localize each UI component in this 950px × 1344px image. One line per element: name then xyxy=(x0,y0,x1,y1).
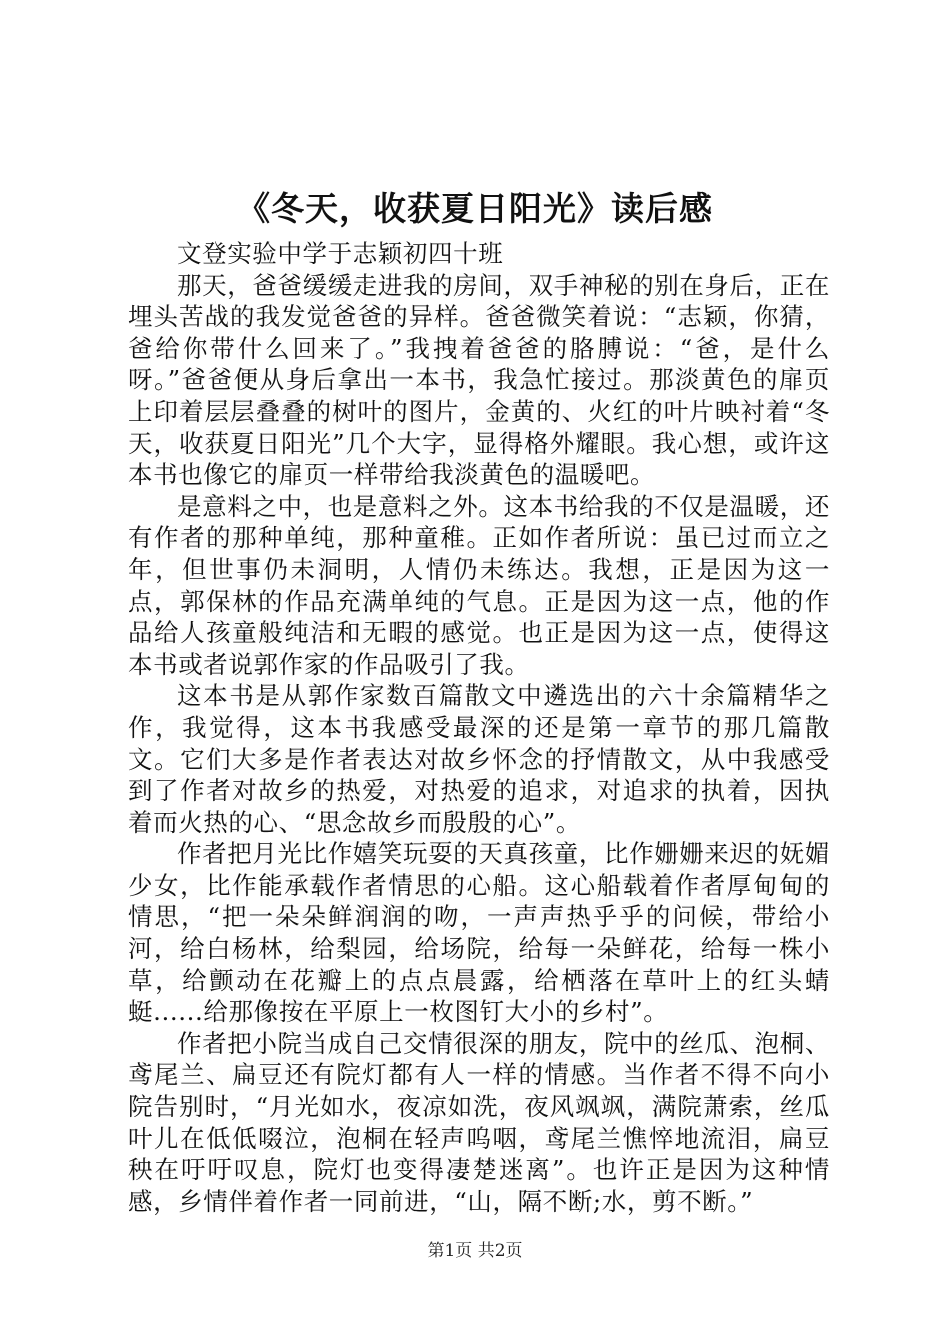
paragraph-3: 这本书是从郭作家数百篇散文中遴选出的六十余篇精华之作，我觉得，这本书我感受最深的还是第一章节的那几篇散文。它们大多是作者表达对故乡怀念的抒情散文，从中我感受到了作者对故乡的热爱，对热爱的追求，对追求的执着，因执着而火热的心、“思念故乡而殷殷的心”。 xyxy=(128,681,830,837)
document-title: 《冬天，收获夏日阳光》读后感 xyxy=(237,189,713,228)
document-body xyxy=(128,238,830,1217)
paragraph-2: 是意料之中，也是意料之外。这本书给我的不仅是温暖，还有作者的那种单纯，那种童稚。正如作者所说：虽已过而立之年，但世事仍未洞明，人情仍未练达。我想，正是因为这一点，郭保林的作品充满单纯的气息。正是因为这一点，他的作品给人孩童般纯洁和无暇的感觉。也正是因为这一点，使得这本书或者说郭作家的作品吸引了我。 xyxy=(128,491,830,679)
author-line: 文登实验中学于志颖初四十班 xyxy=(177,239,504,268)
paragraph-5: 作者把小院当成自己交情很深的朋友，院中的丝瓜、泡桐、鸢尾兰、扁豆还有院灯都有人一样的情感。当作者不得不向小院告别时，“月光如水，夜凉如洗，夜风飒飒，满院萧索，丝瓜叶儿在低低啜泣，泡桐在轻声呜咽，鸢尾兰憔悴地流泪，扁豆秧在吁吁叹息，院灯也变得凄楚迷离”。也许正是因为这种情感，乡情伴着作者一同前进，“山，隔不断;水，剪不断。” xyxy=(128,1028,830,1216)
paragraph-4: 作者把月光比作嬉笑玩耍的天真孩童，比作姗姗来迟的妩媚少女，比作能承载作者情思的心船。这心船载着作者厚甸甸的情思，“把一朵朵鲜润润的吻，一声声热乎乎的问候，带给小河，给白杨林，给梨园，给场院，给每一朵鲜花，给每一株小草，给颤动在花瓣上的点点晨露，给栖落在草叶上的红头蜻蜓......给那像按在平原上一枚图钉大小的乡村”。 xyxy=(128,839,830,1027)
paragraph-1: 那天，爸爸缓缓走进我的房间，双手神秘的别在身后，正在埋头苦战的我发觉爸爸的异样。爸爸微笑着说：“志颖，你猜，爸给你带什么回来了。”我拽着爸爸的胳膊说：“爸，是什么呀。”爸爸便从身后拿出一本书，我急忙接过。那淡黄色的扉页上印着层层叠叠的树叶的图片，金黄的、火红的叶片映衬着“冬天，收获夏日阳光”几个大字，显得格外耀眼。我心想，或许这本书也像它的扉页一样带给我淡黄色的温暖吧。 xyxy=(128,270,830,490)
page-footer: 第1页 共2页 xyxy=(427,1241,523,1261)
